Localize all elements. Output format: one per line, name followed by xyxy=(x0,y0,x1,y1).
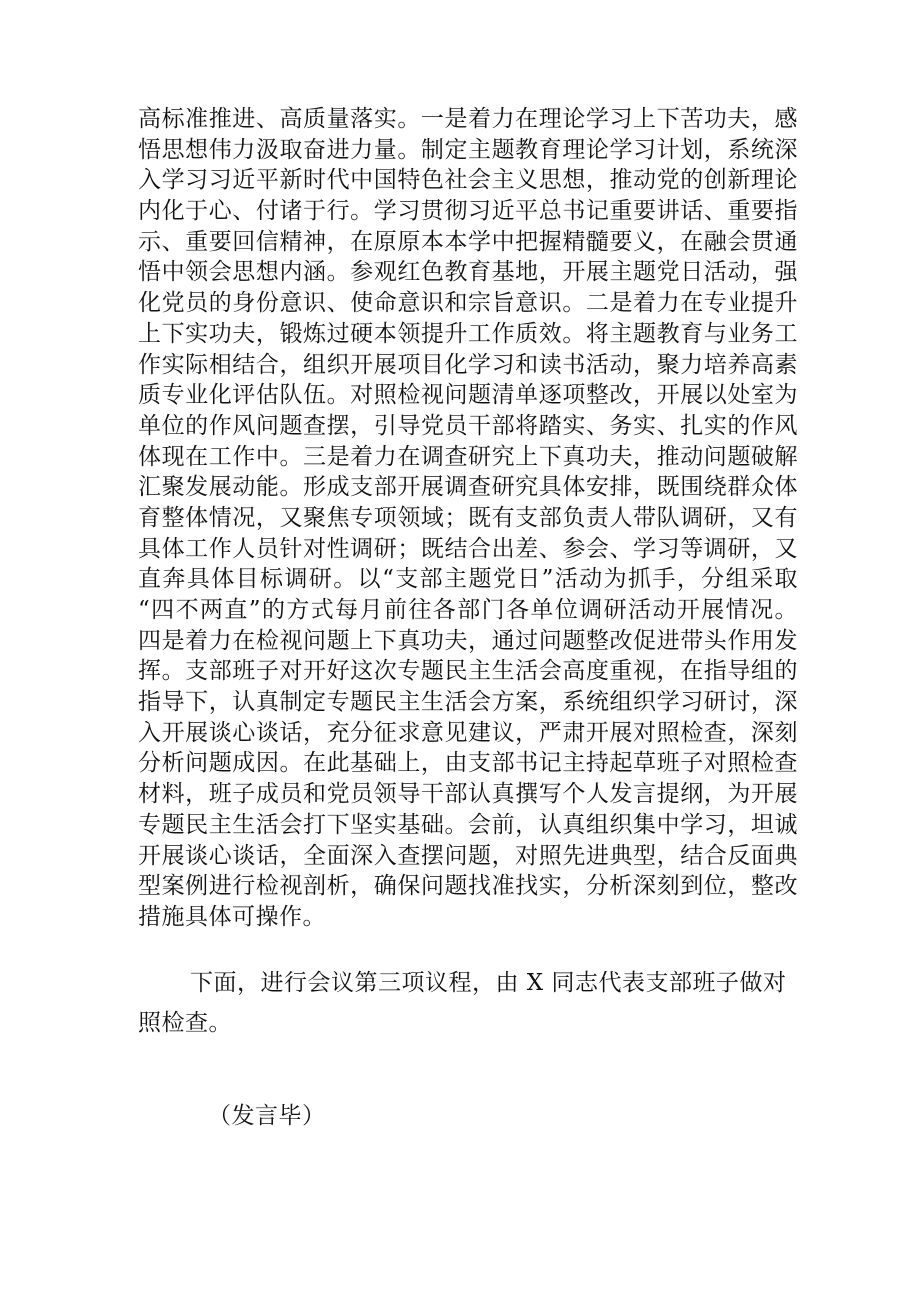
paragraph-line: “四不两直”的方式每月前往各部门各单位调研活动开展情况。 xyxy=(138,597,798,623)
paragraph-line: 下面，进行会议第三项议程，由 X 同志代表支部班子做对 xyxy=(190,970,787,996)
paragraph-line: 悟中领会思想内涵。参观红色教育基地，开展主题党日活动，强 xyxy=(138,259,798,286)
paragraph-line: 上下实功夫，锻炼过硬本领提升工作质效。将主题教育与业务工 xyxy=(138,320,798,347)
paragraph-line: 措施具体可操作。 xyxy=(138,903,326,930)
paragraph-line: 高标准推进、高质量落实。一是着力在理论学习上下苦功夫，感 xyxy=(138,106,798,132)
closing-note xyxy=(208,1096,408,1136)
paragraph-line: 体现在工作中。三是着力在调查研究上下真功夫，推动问题破解 xyxy=(138,443,798,470)
paragraph-line: 单位的作风问题查摆，引导党员干部将踏实、务实、扎实的作风 xyxy=(138,412,798,439)
paragraph-line: 指导下，认真制定专题民主生活会方案，系统组织学习研讨，深 xyxy=(138,689,798,716)
paragraph-line: 专题民主生活会打下坚实基础。会前，认真组织集中学习，坦诚 xyxy=(138,811,798,838)
paragraph-line: 直奔具体目标调研。以“支部主题党日”活动为抓手，分组采取 xyxy=(138,566,798,593)
paragraph-line: 具体工作人员针对性调研；既结合出差、参会、学习等调研，又 xyxy=(138,535,798,562)
paragraph-line: 照检查。 xyxy=(138,1010,232,1036)
paragraph-line: 悟思想伟力汲取奋进力量。制定主题教育理论学习计划，系统深 xyxy=(138,136,798,163)
paragraph-line: 汇聚发展动能。形成支部开展调查研究具体安排，既围绕群众体 xyxy=(138,474,798,501)
paragraph-line: 入开展谈心谈话，充分征求意见建议，严肃开展对照检查，深刻 xyxy=(138,719,798,746)
paragraph-line: 四是着力在检视问题上下真功夫，通过问题整改促进带头作用发 xyxy=(138,627,798,654)
paragraph-line: 示、重要回信精神，在原原本本学中把握精髓要义，在融会贯通 xyxy=(138,228,798,255)
paragraph-line: 开展谈心谈话，全面深入查摆问题，对照先进典型，结合反面典 xyxy=(138,842,798,869)
agenda-item-paragraph xyxy=(138,963,798,1043)
paragraph-line: 化党员的身份意识、使命意识和宗旨意识。二是着力在专业提升 xyxy=(138,290,798,317)
paragraph-line: 入学习习近平新时代中国特色社会主义思想，推动党的创新理论 xyxy=(138,167,798,194)
paragraph-line: 质专业化评估队伍。对照检视问题清单逐项整改，开展以处室为 xyxy=(138,382,798,409)
closing-note-text: （发言毕） xyxy=(208,1103,326,1129)
paragraph-line: 育整体情况，又聚焦专项领域；既有支部负责人带队调研，又有 xyxy=(138,504,798,531)
paragraph-line: 分析问题成因。在此基础上，由支部书记主持起草班子对照检查 xyxy=(138,750,798,777)
paragraph-line: 内化于心、付诸于行。学习贯彻习近平总书记重要讲话、重要指 xyxy=(138,198,798,225)
paragraph-line: 材料，班子成员和党员领导干部认真撰写个人发言提纲，为开展 xyxy=(138,781,798,808)
paragraph-line: 型案例进行检视剖析，确保问题找准找实，分析深刻到位，整改 xyxy=(138,873,798,900)
paragraph-line: 作实际相结合，组织开展项目化学习和读书活动，聚力培养高素 xyxy=(138,351,798,378)
main-paragraph xyxy=(138,104,798,933)
paragraph-line: 挥。支部班子对开好这次专题民主生活会高度重视，在指导组的 xyxy=(138,658,798,685)
